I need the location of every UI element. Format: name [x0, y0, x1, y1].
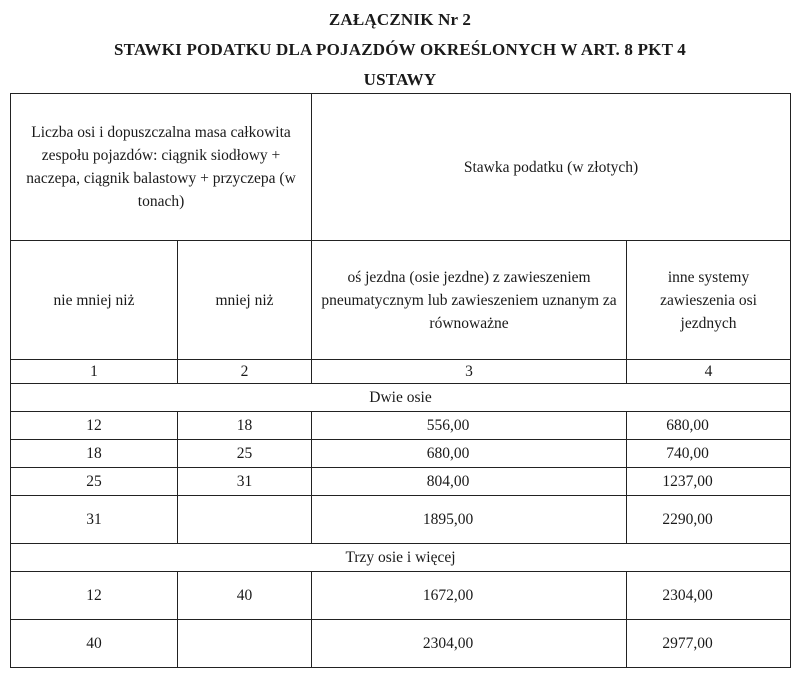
pneumatic-suspension-header: oś jezdna (osie jezdne) z zawieszeniem pneumatycznym lub zawieszeniem uznanym za równoważne — [312, 241, 627, 360]
max-mass-cell: 18 — [178, 412, 312, 440]
pneumatic-rate-cell: 556,00 — [312, 412, 627, 440]
pneumatic-rate-cell: 680,00 — [312, 440, 627, 468]
column-index: 3 — [312, 360, 627, 384]
pneumatic-rate-cell: 804,00 — [312, 468, 627, 496]
tax-rate-header: Stawka podatku (w złotych) — [312, 94, 791, 241]
section-header-row — [11, 544, 791, 572]
column-index: 2 — [178, 360, 312, 384]
max-mass-cell — [178, 496, 312, 544]
pneumatic-rate-cell: 1895,00 — [312, 496, 627, 544]
annex-number-title: ZAŁĄCZNIK Nr 2 — [328, 10, 472, 29]
max-mass-header: mniej niż — [178, 241, 312, 360]
table-row — [11, 440, 791, 468]
max-mass-cell: 40 — [178, 572, 312, 620]
table-row — [11, 468, 791, 496]
table-header-row — [11, 94, 791, 241]
other-rate-cell: 2304,00 — [627, 572, 791, 620]
min-mass-header: nie mniej niż — [11, 241, 178, 360]
pneumatic-rate-cell: 2304,00 — [312, 620, 627, 668]
table-row — [11, 496, 791, 544]
document-heading: STAWKI PODATKU DLA POJAZDÓW OKREŚLONYCH W ART. 8 PKT 4 — [114, 40, 686, 59]
min-mass-cell: 18 — [11, 440, 178, 468]
pneumatic-rate-cell: 1672,00 — [312, 572, 627, 620]
table-row — [11, 620, 791, 668]
max-mass-cell: 31 — [178, 468, 312, 496]
min-mass-cell: 12 — [11, 412, 178, 440]
other-rate-cell: 1237,00 — [627, 468, 791, 496]
document-heading-continuation: USTAWY — [363, 70, 437, 89]
tax-rate-table — [10, 93, 791, 668]
min-mass-cell: 25 — [11, 468, 178, 496]
other-rate-cell: 2977,00 — [627, 620, 791, 668]
other-rate-cell: 680,00 — [627, 412, 791, 440]
section-header-row — [11, 384, 791, 412]
max-mass-cell — [178, 620, 312, 668]
min-mass-cell: 12 — [11, 572, 178, 620]
section-title-three-axles: Trzy osie i więcej — [11, 544, 791, 572]
axle-mass-header: Liczba osi i dopuszczalna masa całkowita zespołu pojazdów: ciągnik siodłowy + naczepa, ciągnik balastowy + przyczepa (w tonach) — [11, 94, 312, 241]
column-index: 1 — [11, 360, 178, 384]
other-suspension-header: inne systemy zawieszenia osi jezdnych — [627, 241, 791, 360]
other-rate-cell: 2290,00 — [627, 496, 791, 544]
max-mass-cell: 25 — [178, 440, 312, 468]
min-mass-cell: 40 — [11, 620, 178, 668]
column-index-row — [11, 360, 791, 384]
table-row — [11, 572, 791, 620]
table-subheader-row — [11, 241, 791, 360]
other-rate-cell: 740,00 — [627, 440, 791, 468]
column-index: 4 — [627, 360, 791, 384]
table-row — [11, 412, 791, 440]
section-title-two-axles: Dwie osie — [11, 384, 791, 412]
min-mass-cell: 31 — [11, 496, 178, 544]
